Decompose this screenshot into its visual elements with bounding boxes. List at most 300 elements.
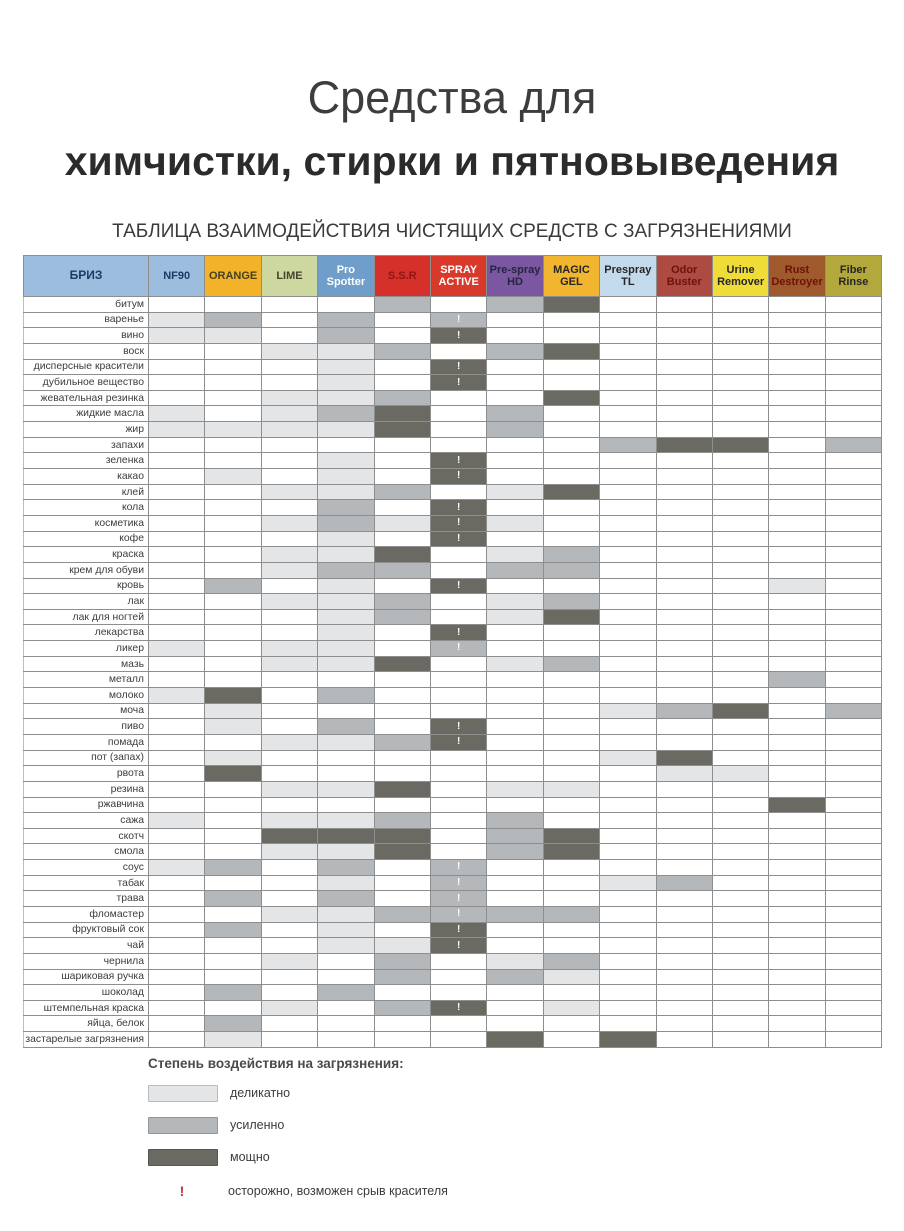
intensity-cell	[430, 547, 486, 563]
intensity-cell	[656, 578, 712, 594]
row-label: воск	[24, 343, 149, 359]
interaction-table	[23, 255, 882, 1048]
intensity-cell	[543, 1032, 599, 1048]
row-label: помада	[24, 734, 149, 750]
intensity-cell	[769, 297, 825, 313]
intensity-cell	[487, 828, 543, 844]
intensity-cell	[374, 766, 430, 782]
legend-item	[148, 1085, 668, 1101]
table-row	[24, 985, 882, 1001]
intensity-cell	[487, 656, 543, 672]
intensity-cell	[318, 625, 374, 641]
intensity-cell	[318, 1000, 374, 1016]
intensity-cell	[825, 312, 881, 328]
table-row	[24, 969, 882, 985]
intensity-cell	[205, 469, 261, 485]
table-row	[24, 750, 882, 766]
table-row	[24, 594, 882, 610]
intensity-cell	[825, 562, 881, 578]
page-subtitle: ТАБЛИЦА ВЗАИМОДЕЙСТВИЯ ЧИСТЯЩИХ СРЕДСТВ С ЗАГРЯЗНЕНИЯМИ	[112, 221, 792, 242]
intensity-cell	[430, 953, 486, 969]
intensity-cell	[825, 625, 881, 641]
legend-title: Степень воздействия на загрязнения:	[148, 1056, 404, 1071]
intensity-cell	[318, 844, 374, 860]
intensity-cell	[430, 359, 486, 375]
intensity-cell	[487, 609, 543, 625]
intensity-cell	[656, 719, 712, 735]
intensity-cell	[487, 375, 543, 391]
intensity-cell	[600, 390, 656, 406]
intensity-cell	[600, 625, 656, 641]
intensity-cell	[600, 578, 656, 594]
intensity-cell	[261, 641, 317, 657]
intensity-cell	[318, 312, 374, 328]
intensity-cell	[374, 953, 430, 969]
intensity-cell	[430, 875, 486, 891]
row-label: дубильное вещество	[24, 375, 149, 391]
intensity-cell	[318, 641, 374, 657]
intensity-cell	[430, 312, 486, 328]
intensity-cell	[769, 562, 825, 578]
intensity-cell	[205, 406, 261, 422]
intensity-cell	[825, 1016, 881, 1032]
intensity-cell	[769, 938, 825, 954]
intensity-cell	[487, 453, 543, 469]
intensity-cell	[769, 734, 825, 750]
intensity-cell	[543, 688, 599, 704]
intensity-cell	[600, 797, 656, 813]
intensity-cell	[600, 641, 656, 657]
intensity-cell	[261, 688, 317, 704]
intensity-cell	[656, 1032, 712, 1048]
intensity-cell	[318, 609, 374, 625]
intensity-cell	[318, 437, 374, 453]
intensity-cell	[600, 437, 656, 453]
intensity-cell	[656, 813, 712, 829]
intensity-cell	[543, 359, 599, 375]
table-row	[24, 906, 882, 922]
intensity-cell	[430, 406, 486, 422]
intensity-cell	[712, 891, 768, 907]
intensity-cell	[430, 469, 486, 485]
intensity-cell	[261, 891, 317, 907]
intensity-cell	[318, 328, 374, 344]
intensity-cell	[769, 484, 825, 500]
table-row	[24, 719, 882, 735]
intensity-cell	[205, 922, 261, 938]
intensity-cell	[543, 609, 599, 625]
intensity-cell	[712, 594, 768, 610]
intensity-cell	[487, 844, 543, 860]
intensity-cell	[205, 781, 261, 797]
intensity-cell	[430, 484, 486, 500]
table-row	[24, 359, 882, 375]
warning-exclamation-icon: !	[456, 861, 461, 873]
intensity-cell	[712, 609, 768, 625]
intensity-cell	[487, 328, 543, 344]
table-row	[24, 1016, 882, 1032]
column-header-4: Pro Spotter	[318, 256, 374, 297]
intensity-cell	[149, 781, 205, 797]
intensity-cell	[430, 594, 486, 610]
intensity-cell	[149, 1032, 205, 1048]
intensity-cell	[374, 562, 430, 578]
intensity-cell	[600, 906, 656, 922]
intensity-cell	[825, 703, 881, 719]
intensity-cell	[600, 688, 656, 704]
intensity-cell	[825, 969, 881, 985]
intensity-cell	[543, 797, 599, 813]
intensity-cell	[712, 813, 768, 829]
intensity-cell	[487, 813, 543, 829]
intensity-cell	[149, 1000, 205, 1016]
intensity-cell	[430, 1032, 486, 1048]
intensity-cell	[149, 343, 205, 359]
intensity-cell	[712, 938, 768, 954]
row-label: фруктовый сок	[24, 922, 149, 938]
intensity-cell	[656, 734, 712, 750]
intensity-cell	[374, 922, 430, 938]
intensity-cell	[149, 375, 205, 391]
warning-exclamation-icon: !	[456, 720, 461, 732]
intensity-cell	[261, 703, 317, 719]
intensity-cell	[487, 594, 543, 610]
column-header-5: S.S.R	[374, 256, 430, 297]
intensity-cell	[318, 562, 374, 578]
intensity-cell	[430, 453, 486, 469]
intensity-cell	[318, 813, 374, 829]
intensity-cell	[149, 875, 205, 891]
intensity-cell	[318, 922, 374, 938]
intensity-cell	[543, 828, 599, 844]
intensity-cell	[769, 359, 825, 375]
intensity-cell	[149, 953, 205, 969]
intensity-cell	[205, 343, 261, 359]
intensity-cell	[430, 891, 486, 907]
intensity-cell	[149, 469, 205, 485]
intensity-cell	[543, 922, 599, 938]
intensity-cell	[712, 406, 768, 422]
intensity-cell	[712, 719, 768, 735]
intensity-cell	[543, 985, 599, 1001]
intensity-cell	[430, 969, 486, 985]
intensity-cell	[261, 828, 317, 844]
intensity-cell	[430, 688, 486, 704]
intensity-cell	[318, 828, 374, 844]
intensity-cell	[543, 531, 599, 547]
intensity-cell	[656, 906, 712, 922]
warning-exclamation-icon: !	[456, 892, 461, 904]
intensity-cell	[205, 453, 261, 469]
intensity-cell	[374, 469, 430, 485]
intensity-cell	[769, 531, 825, 547]
intensity-cell	[769, 328, 825, 344]
intensity-cell	[600, 531, 656, 547]
intensity-cell	[543, 562, 599, 578]
intensity-cell	[318, 406, 374, 422]
intensity-cell	[261, 625, 317, 641]
intensity-cell	[769, 594, 825, 610]
intensity-cell	[825, 375, 881, 391]
intensity-cell	[430, 781, 486, 797]
intensity-cell	[656, 453, 712, 469]
intensity-cell	[769, 422, 825, 438]
intensity-cell	[600, 609, 656, 625]
intensity-cell	[430, 625, 486, 641]
intensity-cell	[543, 938, 599, 954]
intensity-cell	[374, 828, 430, 844]
intensity-cell	[769, 688, 825, 704]
intensity-cell	[487, 406, 543, 422]
intensity-cell	[769, 828, 825, 844]
intensity-cell	[656, 688, 712, 704]
intensity-cell	[712, 656, 768, 672]
intensity-cell	[430, 531, 486, 547]
intensity-cell	[149, 766, 205, 782]
intensity-cell	[149, 484, 205, 500]
intensity-cell	[825, 609, 881, 625]
intensity-cell	[205, 703, 261, 719]
intensity-cell	[712, 672, 768, 688]
page-title-line2: химчистки, стирки и пятновыведения	[64, 138, 840, 184]
intensity-cell	[656, 469, 712, 485]
intensity-cell	[205, 437, 261, 453]
intensity-cell	[149, 719, 205, 735]
intensity-cell	[261, 390, 317, 406]
intensity-cell	[205, 938, 261, 954]
intensity-cell	[430, 703, 486, 719]
intensity-cell	[261, 922, 317, 938]
table-row	[24, 875, 882, 891]
intensity-cell	[374, 359, 430, 375]
intensity-cell	[825, 875, 881, 891]
intensity-cell	[712, 1032, 768, 1048]
table-row	[24, 375, 882, 391]
table-row	[24, 860, 882, 876]
warning-exclamation-icon: !	[456, 376, 461, 388]
intensity-cell	[374, 1000, 430, 1016]
intensity-cell	[656, 390, 712, 406]
intensity-cell	[205, 1032, 261, 1048]
intensity-cell	[656, 594, 712, 610]
intensity-cell	[656, 750, 712, 766]
intensity-cell	[205, 719, 261, 735]
row-label: лак	[24, 594, 149, 610]
intensity-cell	[374, 297, 430, 313]
intensity-cell	[656, 312, 712, 328]
intensity-cell	[825, 797, 881, 813]
intensity-cell	[825, 500, 881, 516]
warning-exclamation-icon: !	[456, 454, 461, 466]
intensity-cell	[374, 906, 430, 922]
intensity-cell	[825, 891, 881, 907]
intensity-cell	[487, 484, 543, 500]
intensity-cell	[825, 938, 881, 954]
warning-exclamation-icon: !	[456, 329, 461, 341]
table-row	[24, 609, 882, 625]
table-row	[24, 844, 882, 860]
intensity-cell	[261, 1032, 317, 1048]
intensity-cell	[487, 985, 543, 1001]
intensity-cell	[261, 531, 317, 547]
intensity-cell	[430, 860, 486, 876]
intensity-cell	[769, 969, 825, 985]
table-row	[24, 453, 882, 469]
intensity-cell	[769, 766, 825, 782]
intensity-cell	[712, 766, 768, 782]
intensity-cell	[769, 875, 825, 891]
intensity-cell	[374, 625, 430, 641]
intensity-cell	[543, 343, 599, 359]
intensity-cell	[149, 797, 205, 813]
intensity-cell	[825, 359, 881, 375]
column-header-11: Urine Remover	[712, 256, 768, 297]
intensity-cell	[374, 734, 430, 750]
intensity-cell	[149, 938, 205, 954]
intensity-cell	[374, 1032, 430, 1048]
table-row	[24, 312, 882, 328]
intensity-cell	[543, 860, 599, 876]
intensity-cell	[487, 547, 543, 563]
legend-swatch-m	[148, 1149, 218, 1166]
intensity-cell	[374, 453, 430, 469]
row-label: крем для обуви	[24, 562, 149, 578]
intensity-cell	[825, 515, 881, 531]
intensity-cell	[205, 1016, 261, 1032]
intensity-cell	[825, 547, 881, 563]
intensity-cell	[825, 453, 881, 469]
intensity-cell	[543, 1016, 599, 1032]
intensity-cell	[149, 891, 205, 907]
intensity-cell	[374, 578, 430, 594]
intensity-cell	[543, 578, 599, 594]
warning-exclamation-icon: !	[456, 939, 461, 951]
intensity-cell	[656, 641, 712, 657]
intensity-cell	[487, 860, 543, 876]
intensity-cell	[205, 609, 261, 625]
intensity-cell	[430, 437, 486, 453]
row-label: жир	[24, 422, 149, 438]
intensity-cell	[149, 828, 205, 844]
table-row	[24, 641, 882, 657]
row-label: смола	[24, 844, 149, 860]
intensity-cell	[261, 750, 317, 766]
intensity-cell	[261, 719, 317, 735]
row-label: варенье	[24, 312, 149, 328]
intensity-cell	[656, 625, 712, 641]
intensity-cell	[487, 343, 543, 359]
row-label: кофе	[24, 531, 149, 547]
intensity-cell	[600, 1032, 656, 1048]
table-row	[24, 297, 882, 313]
intensity-cell	[374, 328, 430, 344]
intensity-cell	[149, 813, 205, 829]
intensity-cell	[769, 437, 825, 453]
intensity-cell	[487, 469, 543, 485]
row-label: шоколад	[24, 985, 149, 1001]
intensity-cell	[430, 297, 486, 313]
intensity-cell	[318, 985, 374, 1001]
intensity-cell	[712, 312, 768, 328]
intensity-cell	[543, 875, 599, 891]
warning-exclamation-icon: !	[456, 626, 461, 638]
table-row	[24, 437, 882, 453]
intensity-cell	[712, 844, 768, 860]
intensity-cell	[261, 484, 317, 500]
intensity-cell	[149, 922, 205, 938]
intensity-cell	[374, 312, 430, 328]
intensity-cell	[430, 813, 486, 829]
intensity-cell	[825, 688, 881, 704]
intensity-cell	[261, 860, 317, 876]
intensity-cell	[712, 860, 768, 876]
intensity-cell	[205, 484, 261, 500]
intensity-cell	[318, 781, 374, 797]
intensity-cell	[656, 375, 712, 391]
intensity-cell	[487, 797, 543, 813]
intensity-cell	[656, 1016, 712, 1032]
intensity-cell	[430, 797, 486, 813]
intensity-cell	[769, 781, 825, 797]
intensity-cell	[430, 641, 486, 657]
intensity-cell	[543, 750, 599, 766]
intensity-cell	[600, 594, 656, 610]
intensity-cell	[825, 594, 881, 610]
intensity-cell	[769, 390, 825, 406]
intensity-cell	[712, 531, 768, 547]
intensity-cell	[261, 406, 317, 422]
intensity-cell	[261, 500, 317, 516]
intensity-cell	[261, 844, 317, 860]
intensity-cell	[600, 500, 656, 516]
row-label: чернила	[24, 953, 149, 969]
intensity-cell	[600, 875, 656, 891]
table-row	[24, 469, 882, 485]
table-row	[24, 562, 882, 578]
legend-warning-label: осторожно, возможен срыв красителя	[228, 1184, 448, 1198]
intensity-cell	[600, 1000, 656, 1016]
intensity-cell	[656, 343, 712, 359]
intensity-cell	[487, 875, 543, 891]
intensity-cell	[430, 500, 486, 516]
legend-item	[148, 1149, 668, 1165]
intensity-cell	[543, 891, 599, 907]
intensity-cell	[656, 672, 712, 688]
intensity-cell	[318, 766, 374, 782]
intensity-cell	[487, 422, 543, 438]
intensity-cell	[656, 828, 712, 844]
intensity-cell	[712, 359, 768, 375]
intensity-cell	[374, 531, 430, 547]
row-label: соус	[24, 860, 149, 876]
intensity-cell	[205, 844, 261, 860]
intensity-cell	[487, 531, 543, 547]
row-label: косметика	[24, 515, 149, 531]
column-header-2: ORANGE	[205, 256, 261, 297]
intensity-cell	[261, 672, 317, 688]
intensity-cell	[430, 1000, 486, 1016]
intensity-cell	[205, 860, 261, 876]
intensity-cell	[374, 813, 430, 829]
intensity-cell	[205, 969, 261, 985]
table-row	[24, 625, 882, 641]
intensity-cell	[825, 297, 881, 313]
intensity-cell	[261, 781, 317, 797]
intensity-cell	[712, 922, 768, 938]
intensity-cell	[769, 641, 825, 657]
intensity-cell	[318, 672, 374, 688]
table-row	[24, 1032, 882, 1048]
